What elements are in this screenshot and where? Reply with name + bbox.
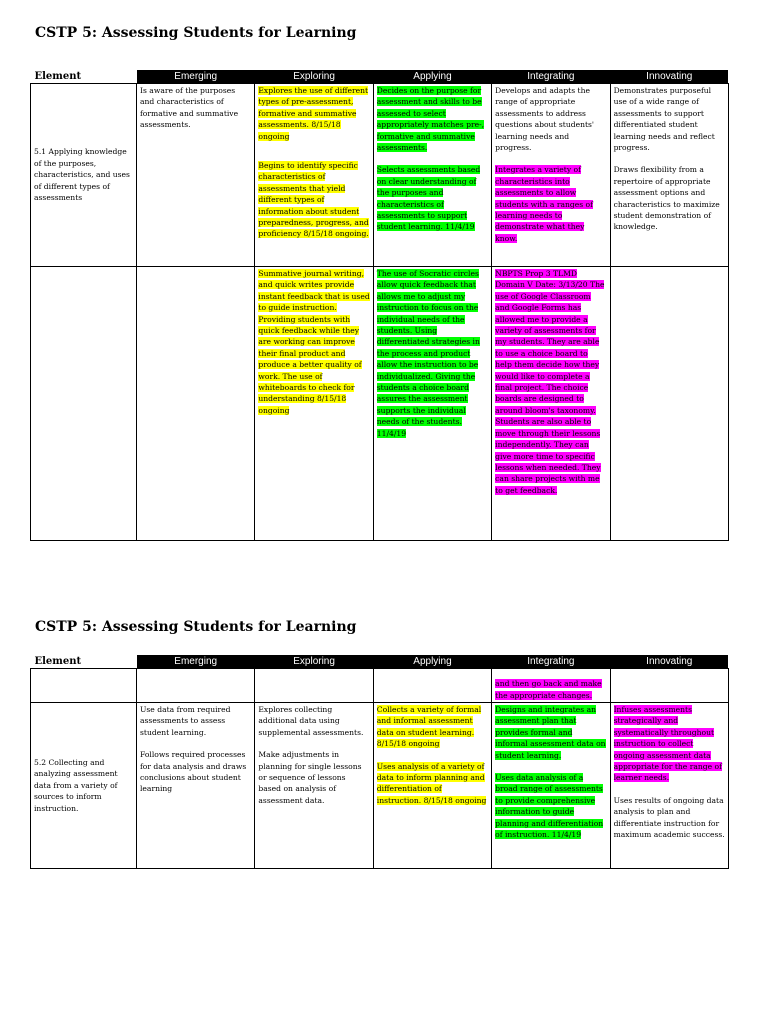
- cell-text: Draws flexibility from a repertoire of appropriate assessment options and characteristics to maximize student demonstration of knowledge.: [613, 165, 720, 232]
- applying-cell: [373, 669, 491, 703]
- header-integrating: Integrating: [492, 655, 610, 669]
- cell-text: Make adjustments in planning for single lessons or sequence of lessons based on analysis of assessment data.: [258, 750, 362, 805]
- highlighted-text: Summative journal writing, and quick writes provide instant feedback that is used to guide instruction. Providing students with quick feedback while they are working can improve their final product and produce a better quality of work. The use of whiteboards to check for understanding 8/15/18 ongoing: [258, 269, 370, 415]
- header-applying: Applying: [373, 70, 491, 84]
- highlighted-text: Integrates a variety of characteristics into assessments to allow students with a ranges of learning needs to demonstrate what they know.: [495, 165, 593, 243]
- applying-cell: [373, 703, 491, 869]
- header-element: Element: [31, 655, 137, 669]
- header-emerging: Emerging: [137, 655, 255, 669]
- highlighted-text: Begins to identify specific characteristics of assessments that yield different types of information about student preparedness, progress, and proficiency 8/15/18 ongoing.: [258, 161, 369, 239]
- table-row: [31, 703, 729, 869]
- highlighted-text: Selects assessments based on clear understanding of the purposes and characteristics of assessments to support student learning. 11/4/19: [376, 165, 481, 232]
- table-row: [31, 267, 729, 541]
- exploring-cell: [255, 669, 373, 703]
- header-exploring: Exploring: [255, 655, 373, 669]
- cell-text: Demonstrates purposeful use of a wide range of assessments to support differentiated student learning needs and reflect progress.: [613, 86, 715, 153]
- header-innovating: Innovating: [610, 655, 728, 669]
- applying-cell: [373, 267, 491, 541]
- integrating-cell: [492, 84, 610, 267]
- innovating-cell: [610, 267, 728, 541]
- exploring-cell: [255, 267, 373, 541]
- cell-text: Uses results of ongoing data analysis to plan and differentiate instruction for maximum academic success.: [613, 795, 725, 840]
- emerging-cell: [137, 669, 255, 703]
- table-header-row: [31, 70, 729, 84]
- header-integrating: Integrating: [492, 70, 610, 84]
- highlighted-text: The use of Socratic circles allow quick feedback that allows me to adjust my instruction to focus on the individual needs of the students. Using differentiated strategies in the process and product allow the instruction to be individualized. Giving the students a choice board assures the assessment supports the individual needs of the students. 11/4/19: [376, 269, 480, 438]
- highlighted-text: and then go back and make the appropriate changes.: [495, 679, 602, 700]
- integrating-cell: [492, 267, 610, 541]
- header-exploring: Exploring: [255, 70, 373, 84]
- page-title: CSTP 5: Assessing Students for Learning: [35, 619, 357, 635]
- emerging-cell: [137, 703, 255, 869]
- element-text: 5.2 Collecting and analyzing assessment data from a variety of sources to inform instruction.: [34, 757, 118, 813]
- innovating-cell: [610, 669, 728, 703]
- header-emerging: Emerging: [137, 70, 255, 84]
- table-row: [31, 669, 729, 703]
- innovating-cell: [610, 84, 728, 267]
- emerging-cell: [137, 84, 255, 267]
- exploring-cell: [255, 84, 373, 267]
- integrating-cell: [492, 669, 610, 703]
- cell-text: Is aware of the purposes and characteristics of formative and summative assessments.: [140, 86, 239, 130]
- element-cell: [31, 84, 137, 267]
- highlighted-text: Designs and integrates an assessment plan that provides formal and informal assessment data on student learning.: [495, 705, 606, 760]
- element-cell: [31, 703, 137, 869]
- element-text: 5.1 Applying knowledge of the purposes, characteristics, and uses of different types of assessments: [34, 147, 130, 203]
- rubric-table: [30, 655, 729, 869]
- highlighted-text: Collects a variety of formal and informal assessment data on student learning. 8/15/18 ongoing: [376, 705, 482, 749]
- highlighted-text: Explores the use of different types of pre-assessment, formative and summative assessments. 8/15/18 ongoing: [258, 86, 369, 141]
- element-cell: [31, 669, 137, 703]
- cell-text: Follows required processes for data analysis and draws conclusions about student learning: [140, 750, 247, 794]
- highlighted-text: Decides on the purpose for assessment and skills to be assessed to select appropriately matches pre-, formative and summative assessments.: [376, 86, 485, 153]
- cell-text: Explores collecting additional data using supplemental assessments.: [258, 705, 364, 737]
- page-title: CSTP 5: Assessing Students for Learning: [35, 25, 357, 41]
- cell-text: Use data from required assessments to assess student learning.: [140, 705, 231, 737]
- emerging-cell: [137, 267, 255, 541]
- highlighted-text: NBPTS Prop 3 TLMD Domain V Date: 3/13/20 The use of Google Classroom and Google Forms has allowed me to provide a variety of assessments for my students. They are able to use a choice board to help them decide how they would like to complete a final project. The choice boards are designed to around bloom's taxonomy. Students are also able to move through their lessons independently. They can give more time to specific lessons when needed. They can share projects with me to get feedback.: [495, 269, 605, 495]
- header-innovating: Innovating: [610, 70, 728, 84]
- highlighted-text: Uses analysis of a variety of data to inform planning and differentiation of instruction. 8/15/18 ongoing: [376, 761, 487, 805]
- exploring-cell: [255, 703, 373, 869]
- header-element: Element: [31, 70, 137, 84]
- highlighted-text: Infuses assessments strategically and systematically throughout instruction to collect ongoing assessment data appropriate for the range of learner needs.: [613, 705, 722, 783]
- table-row: [31, 84, 729, 267]
- header-applying: Applying: [373, 655, 491, 669]
- element-cell: [31, 267, 137, 541]
- applying-cell: [373, 84, 491, 267]
- table-header-row: [31, 655, 729, 669]
- highlighted-text: Uses data analysis of a broad range of assessments to provide comprehensive information to guide planning and differentiation of instruction. 11/4/19: [495, 773, 604, 840]
- innovating-cell: [610, 703, 728, 869]
- integrating-cell: [492, 703, 610, 869]
- rubric-table: [30, 70, 729, 541]
- cell-text: Develops and adapts the range of appropriate assessments to address questions about students' learning needs and progress.: [495, 86, 595, 153]
